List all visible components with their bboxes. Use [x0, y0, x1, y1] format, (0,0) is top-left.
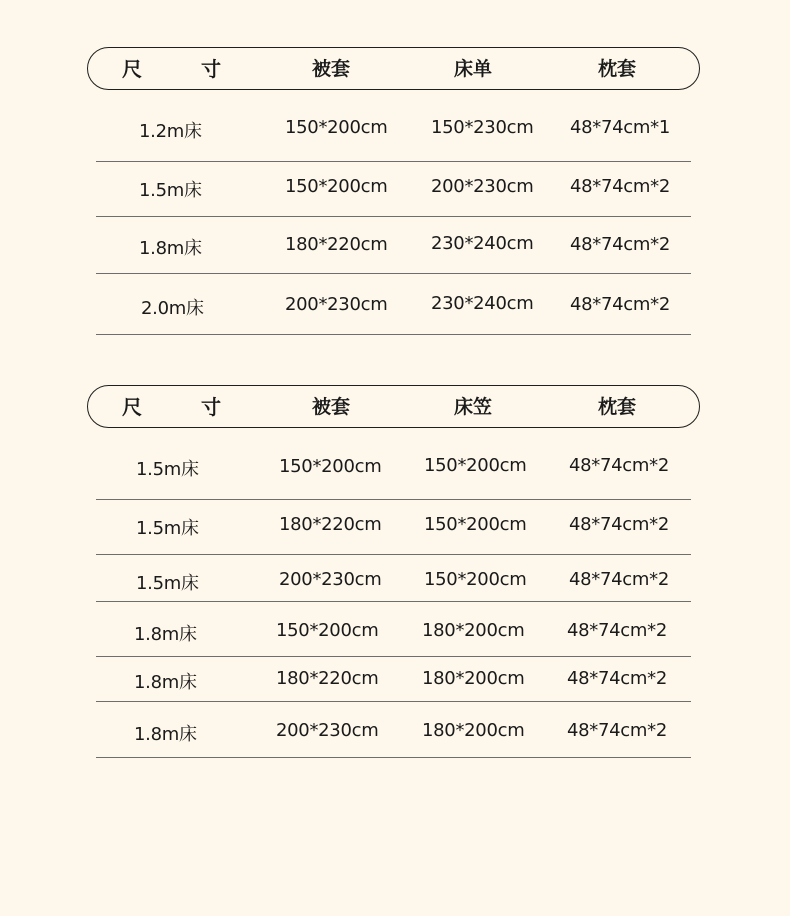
duvet-cover-size: 150*200cm — [285, 117, 388, 138]
duvet-cover-size: 150*200cm — [279, 456, 382, 477]
pillowcase-size: 48*74cm*2 — [570, 294, 670, 315]
table-row — [96, 602, 691, 657]
size-table-fitted-sheet — [87, 385, 700, 758]
table-row — [96, 702, 691, 758]
size-table-flat-sheet — [87, 47, 700, 335]
header-size: 尺 寸 — [122, 57, 247, 81]
bed-size: 1.8m床 — [134, 672, 197, 693]
duvet-cover-size: 200*230cm — [276, 720, 379, 741]
duvet-cover-size: 150*200cm — [285, 176, 388, 197]
header-pillowcase: 枕套 — [598, 58, 637, 80]
table-row — [96, 274, 691, 335]
bed-size: 1.5m床 — [136, 459, 199, 480]
duvet-cover-size: 180*220cm — [276, 668, 379, 689]
bed-size: 2.0m床 — [141, 298, 204, 319]
fitted-sheet-size: 150*200cm — [424, 455, 527, 476]
pillowcase-size: 48*74cm*2 — [570, 176, 670, 197]
header-flat-sheet: 床单 — [454, 58, 493, 80]
pillowcase-size: 48*74cm*2 — [567, 620, 667, 641]
table-header — [87, 47, 700, 90]
table-row — [96, 455, 691, 500]
fitted-sheet-size: 180*200cm — [422, 620, 525, 641]
fitted-sheet-size: 180*200cm — [422, 720, 525, 741]
flat-sheet-size: 200*230cm — [431, 176, 534, 197]
bed-size: 1.5m床 — [136, 573, 199, 594]
header-size: 尺 寸 — [122, 395, 247, 419]
table-header — [87, 385, 700, 428]
header-duvet-cover: 被套 — [312, 396, 351, 418]
flat-sheet-size: 230*240cm — [431, 233, 534, 254]
duvet-cover-size: 200*230cm — [279, 569, 382, 590]
pillowcase-size: 48*74cm*2 — [569, 569, 669, 590]
fitted-sheet-size: 150*200cm — [424, 514, 527, 535]
duvet-cover-size: 150*200cm — [276, 620, 379, 641]
pillowcase-size: 48*74cm*2 — [567, 720, 667, 741]
pillowcase-size: 48*74cm*2 — [569, 514, 669, 535]
bed-size: 1.8m床 — [134, 624, 197, 645]
duvet-cover-size: 200*230cm — [285, 294, 388, 315]
bed-size: 1.8m床 — [139, 238, 202, 259]
header-fitted-sheet: 床笠 — [454, 396, 493, 418]
header-duvet-cover: 被套 — [312, 58, 351, 80]
table-row — [96, 657, 691, 702]
table-row — [96, 555, 691, 602]
bed-size: 1.5m床 — [139, 180, 202, 201]
pillowcase-size: 48*74cm*2 — [567, 668, 667, 689]
fitted-sheet-size: 150*200cm — [424, 569, 527, 590]
table-row — [96, 217, 691, 274]
duvet-cover-size: 180*220cm — [279, 514, 382, 535]
pillowcase-size: 48*74cm*2 — [569, 455, 669, 476]
duvet-cover-size: 180*220cm — [285, 234, 388, 255]
pillowcase-size: 48*74cm*1 — [570, 117, 670, 138]
table-row — [96, 162, 691, 217]
header-pillowcase: 枕套 — [598, 396, 637, 418]
flat-sheet-size: 150*230cm — [431, 117, 534, 138]
bed-size: 1.2m床 — [139, 121, 202, 142]
bed-size: 1.8m床 — [134, 724, 197, 745]
fitted-sheet-size: 180*200cm — [422, 668, 525, 689]
flat-sheet-size: 230*240cm — [431, 293, 534, 314]
bed-size: 1.5m床 — [136, 518, 199, 539]
table-row — [96, 500, 691, 555]
table-row — [96, 117, 691, 162]
pillowcase-size: 48*74cm*2 — [570, 234, 670, 255]
